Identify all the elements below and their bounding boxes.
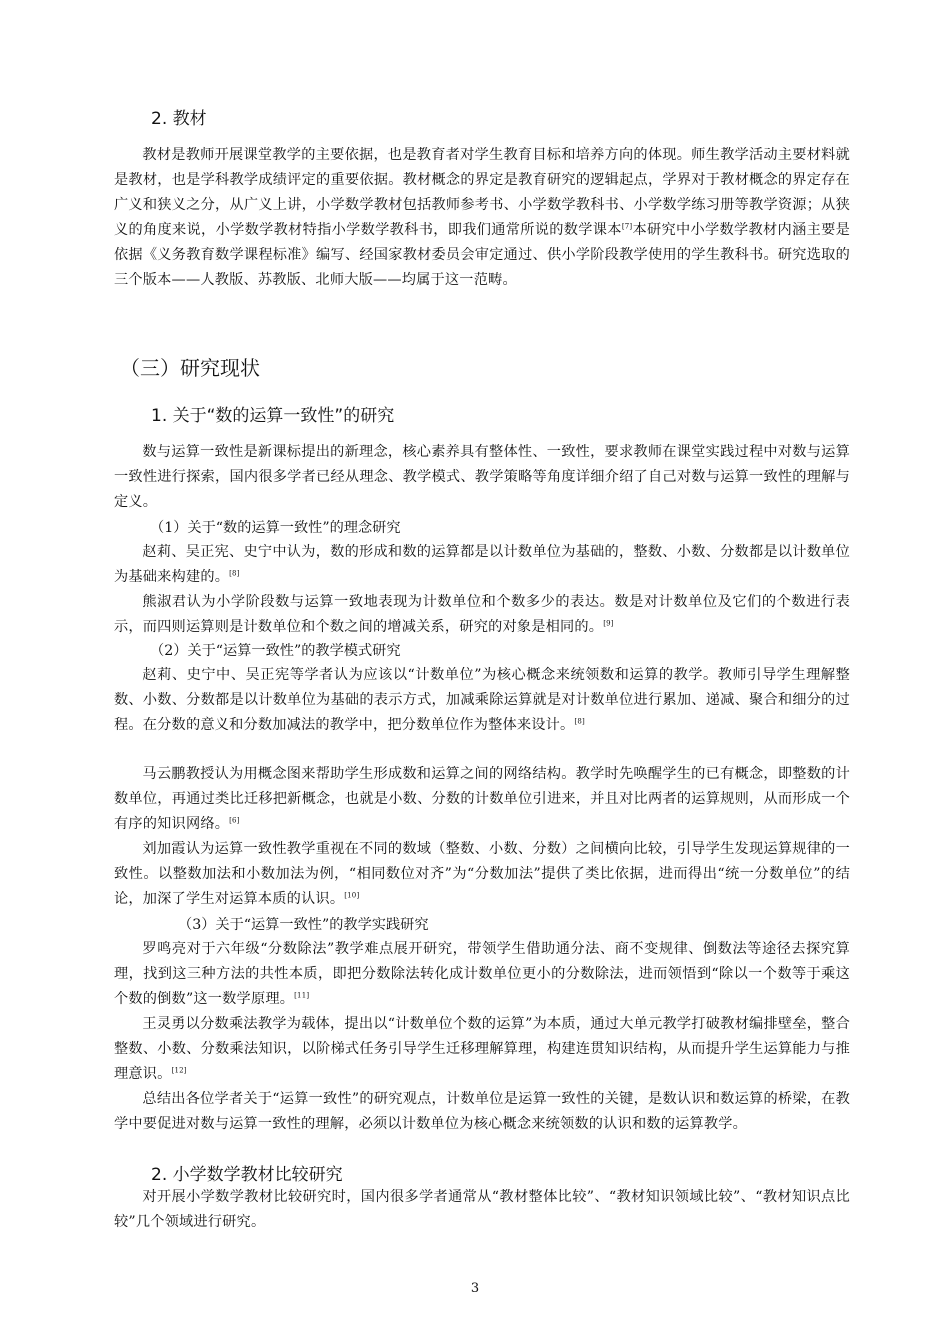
citation-9: [9] xyxy=(603,619,614,628)
citation-12: [12] xyxy=(171,1066,187,1075)
citation-8: [8] xyxy=(229,569,240,578)
paragraph-ma-yunpeng: 马云鹏教授认为用概念图来帮助学生形成数和运算之间的网络结构。教学时先唤醒学生的已有概念，即整数的计数单位，再通过类比迁移把新概念，也就是小数、分数的计数单位引进来，并且对比两者的运算规则，从而形成一个有序的知识网络。[6] xyxy=(114,766,850,832)
paragraph-xiong-shujun: 熊淑君认为小学阶段数与运算一致地表现为计数单位和个数多少的表达。数是对计数单位及它们的个数进行表示，而四则运算则是计数单位和个数之间的增减关系，研究的对象是相同的。[9] xyxy=(114,594,850,635)
paragraph-counting-unit: 赵莉、史宁中、吴正宪等学者认为应该以“计数单位”为核心概念来统领数和运算的教学。教师引导学生理解整数、小数、分数都是以计数单位为基础的表示方式，加减乘除运算就是对计数单位进行累加、递减、聚合和细分的过程。在分数的意义和分数加减法的教学中，把分数单位作为整体来设计。[8] xyxy=(114,667,850,733)
paragraph-textbook-definition: 教材是教师开展课堂教学的主要依据，也是教育者对学生教育目标和培养方向的体现。师生教学活动主要材料就是教材，也是学科教学成绩评定的重要依据。教材概念的界定是教育研究的逻辑起点，学界对于教材概念的界定存在广义和狭义之分，从广义上讲，小学数学教材包括教师参考书、小学数学教科书、小学数学练习册等教学资源；从狭义的角度来说，小学数学教材特指小学数学教科书，即我们通常所说的数学课本[7]本研究中小学数学教材内涵主要是依据《义务教育数学课程标准》编写、经国家教材委员会审定通过、供小学阶段教学使用的学生教科书。研究选取的三个版本——人教版、苏教版、北师大版——均属于这一范畴。 xyxy=(114,147,850,288)
paragraph-wang-lingyong: 王灵勇以分数乘法教学为载体，提出以“计数单位个数的运算”为本质，通过大单元教学打破教材编排壁垒，整合整数、小数、分数乘法知识，以阶梯式任务引导学生迁移理解算理，构建连贯知识结构，从而提升学生运算能力与推理意识。[12] xyxy=(114,1016,850,1082)
page-number: 3 xyxy=(470,1281,480,1296)
paragraph-textbook-comparison: 对开展小学数学教材比较研究时，国内很多学者通常从“教材整体比较”、“教材知识领域比较”、“教材知识点比较”几个领域进行研究。 xyxy=(114,1189,850,1230)
citation-6: [6] xyxy=(229,816,240,825)
citation-10: [10] xyxy=(344,891,360,900)
heading-textbook: 2. 教材 xyxy=(151,109,207,129)
heading-operation-consistency: 1. 关于“数的运算一致性”的研究 xyxy=(151,406,395,426)
paragraph-intro: 数与运算一致性是新课标提出的新理念，核心素养具有整体性、一致性，要求教师在课堂实践过程中对数与运算一致性进行探索，国内很多学者已经从理念、教学模式、教学策略等角度详细介绍了自己对数与运算一致性的理解与定义。 xyxy=(114,444,850,510)
paragraph-summary: 总结出各位学者关于“运算一致性”的研究观点，计数单位是运算一致性的关键，是数认识和数运算的桥梁，在教学中要促进对数与运算一致性的理解，必须以计数单位为核心概念来统领数的认识和数的运算教学。 xyxy=(114,1091,850,1132)
paragraph-zhao-li: 赵莉、吴正宪、史宁中认为，数的形成和数的运算都是以计数单位为基础的，整数、小数、分数都是以计数单位为基础来构建的。[8] xyxy=(114,544,850,585)
citation-11: [11] xyxy=(294,991,310,1000)
section-heading-research-status: （三）研究现状 xyxy=(120,356,260,380)
subheading-concept-research: （1）关于“数的运算一致性”的理念研究 xyxy=(150,520,401,536)
citation-7: [7] xyxy=(621,222,633,231)
subheading-teaching-mode: （2）关于“运算一致性”的教学模式研究 xyxy=(150,643,401,659)
citation-8b: [8] xyxy=(574,717,585,726)
heading-textbook-comparison: 2. 小学数学教材比较研究 xyxy=(151,1165,343,1185)
paragraph-liu-jiaxia: 刘加霞认为运算一致性教学重视在不同的数域（整数、小数、分数）之间横向比较，引导学生发现运算规律的一致性。以整数加法和小数加法为例，“相同数位对齐”为“分数加法”提供了类比依据，进而得出“统一分数单位”的结论，加深了学生对运算本质的认识。[10] xyxy=(114,841,850,907)
subheading-teaching-practice: （3）关于“运算一致性”的教学实践研究 xyxy=(178,917,429,933)
paragraph-luo-mingliang: 罗鸣亮对于六年级“分数除法”教学难点展开研究，带领学生借助通分法、商不变规律、倒数法等途径去探究算理，找到这三种方法的共性本质，即把分数除法转化成计数单位更小的分数除法，进而领悟到“除以一个数等于乘这个数的倒数”这一数学原理。[11] xyxy=(114,941,850,1007)
